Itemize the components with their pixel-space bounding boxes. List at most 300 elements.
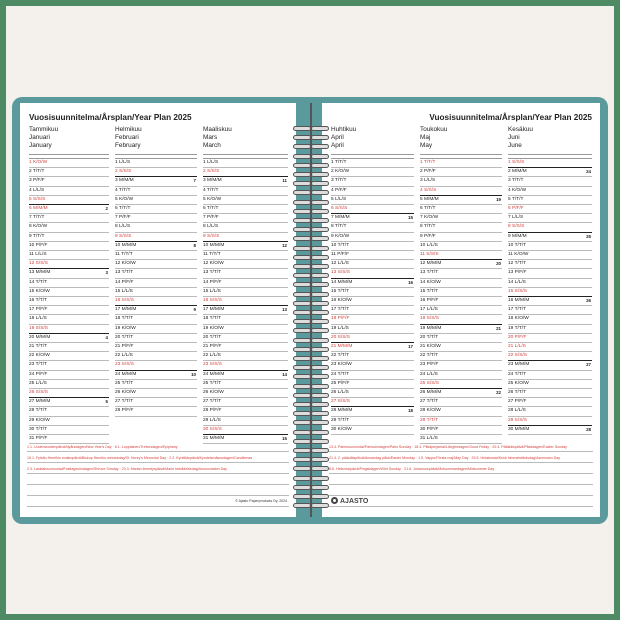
day-label: 14 L/L/S: [508, 279, 526, 285]
spiral-coil: [293, 384, 311, 389]
day-row: [331, 425, 414, 435]
day-label: 21 P/F/F: [203, 344, 222, 349]
day-label: 14 K/O/W: [420, 279, 441, 285]
week-number: 7: [193, 178, 196, 184]
month-header: [29, 126, 109, 150]
day-label: 5 S/S/S: [29, 196, 46, 202]
day-label: 7 M/M/M: [331, 215, 350, 221]
spiral-coil: [293, 439, 311, 444]
day-label: 17 M/M/M: [203, 307, 225, 313]
day-label: 2 K/O/W: [331, 169, 350, 175]
day-label: 9 M/M/M: [508, 233, 527, 239]
spiral-coil: [293, 264, 311, 269]
day-label: 16 T/T/T: [29, 298, 48, 303]
day-label: 12 L/L/S: [331, 261, 349, 267]
note-line: [27, 484, 289, 485]
spiral-coil: [311, 200, 329, 205]
month-header: [508, 126, 592, 150]
week-number: 15: [408, 215, 413, 221]
day-label: 28 P/F/F: [203, 408, 222, 414]
page-title-right: Vuosisuunnitelma/Årsplan/Year Plan 2025: [429, 113, 592, 122]
day-label: 26 K/O/W: [203, 390, 224, 395]
day-label: 16 S/S/S: [203, 298, 222, 303]
spiral-coil: [293, 319, 311, 324]
day-label: 22 L/L/S: [203, 353, 221, 359]
day-label: 15 L/L/S: [203, 288, 221, 294]
day-label: 18 S/S/S: [420, 316, 439, 322]
day-label: 4 T/T/T: [115, 187, 131, 193]
day-label: 30 T/T/T: [29, 426, 48, 432]
note-line: [27, 495, 289, 496]
day-label: 25 L/L/S: [29, 380, 47, 386]
month-name: April: [331, 142, 344, 149]
day-label: 16 S/S/S: [115, 298, 134, 303]
day-label: 12 M/M/M: [420, 261, 442, 267]
month-name: February: [115, 142, 141, 149]
month-name: Kesäkuu: [508, 126, 533, 133]
spiral-coil: [311, 347, 329, 352]
day-label: 9 T/T/T: [29, 233, 45, 239]
day-label: 18 P/F/F: [331, 316, 350, 322]
brand-logo: [331, 497, 368, 505]
holiday-note: 13.4. Palmusunnuntai/Palmsöndagen/Palm Sunday · 18.4. Pitkäperjantai/Långfredagen/Good Friday · 20.4. Pääsiäispäivä/Påskdagen/Easter Sunday: [329, 445, 567, 449]
day-label: 8 T/T/T: [420, 224, 436, 230]
spiral-coil: [293, 466, 311, 471]
day-label: 17 P/F/F: [29, 307, 48, 313]
spiral-coil: [311, 264, 329, 269]
day-label: 22 S/S/S: [508, 353, 527, 359]
week-number: 21: [496, 325, 501, 331]
day-label: 27 P/F/F: [508, 399, 527, 405]
week-number: 17: [408, 344, 413, 349]
spiral-coil: [293, 411, 311, 416]
day-label: 11 T/T/T: [115, 252, 133, 257]
spiral-coil: [311, 301, 329, 306]
spiral-coil: [311, 476, 329, 481]
day-label: 19 S/S/S: [29, 325, 48, 331]
day-label: 3 P/F/F: [29, 178, 45, 184]
day-label: 31 L/L/S: [420, 436, 438, 441]
day-label: 26 M/M/M: [420, 390, 442, 395]
day-label: 4 S/S/S: [420, 187, 437, 193]
spiral-coil: [311, 227, 329, 232]
day-label: 15 S/S/S: [508, 288, 527, 294]
week-number: 5: [105, 399, 108, 405]
spiral-coil: [293, 393, 311, 398]
spiral-coil: [293, 448, 311, 453]
day-label: 16 M/M/M: [508, 298, 530, 303]
week-number: 3: [105, 270, 108, 276]
day-label: 13 S/S/S: [331, 270, 350, 276]
spiral-coil: [311, 310, 329, 315]
day-label: 22 T/T/T: [420, 353, 439, 359]
holiday-note: 1.1. Uudenvuodenpäivä/Nyårsdagen/New Year's Day · 6.1. Loppiainen/Trettondagen/Epiphany: [27, 445, 178, 449]
day-label: 3 M/M/M: [115, 178, 134, 184]
spiral-coil: [293, 485, 311, 490]
day-label: 17 L/L/S: [420, 307, 438, 313]
day-label: 31 M/M/M: [203, 436, 225, 441]
day-label: 9 K/O/W: [331, 233, 350, 239]
spiral-coil: [311, 273, 329, 278]
day-label: 7 T/T/T: [29, 215, 45, 221]
month-name: January: [29, 142, 52, 149]
week-number: 28: [586, 426, 591, 432]
day-label: 22 T/T/T: [331, 353, 350, 359]
day-label: 1 S/S/S: [508, 160, 525, 165]
day-label: 20 M/M/M: [29, 334, 51, 340]
day-label: 5 K/O/W: [115, 196, 134, 202]
day-label: 21 L/L/S: [508, 344, 526, 349]
week-number: 24: [586, 169, 591, 175]
day-label: 13 T/T/T: [420, 270, 439, 276]
day-label: 23 T/T/T: [29, 362, 48, 368]
month-name: Februari: [115, 134, 139, 141]
holiday-note: 8.6. Helluntaipäivä/Pingstdagen/Whit Sunday · 21.6. Juhannuspäivä/Midsommardagen/Midsummer Day: [329, 467, 495, 471]
month-name: Tammikuu: [29, 126, 59, 133]
spiral-coil: [311, 466, 329, 471]
spiral-coil: [293, 227, 311, 232]
note-line: [27, 473, 289, 474]
day-label: 11 S/S/S: [420, 252, 439, 257]
day-label: 20 T/T/T: [115, 334, 134, 340]
spiral-coil: [293, 273, 311, 278]
note-line: [329, 484, 593, 485]
month-header: [203, 126, 288, 150]
spiral-coil: [311, 218, 329, 223]
day-label: 30 S/S/S: [203, 426, 222, 432]
note-line: [27, 506, 289, 507]
spiral-coil: [311, 292, 329, 297]
week-number: 20: [496, 261, 501, 267]
spiral-coil: [293, 218, 311, 223]
day-label: 6 T/T/T: [420, 206, 436, 211]
week-number: 10: [191, 371, 196, 377]
spiral-coil: [311, 319, 329, 324]
day-label: 27 T/T/T: [203, 399, 222, 405]
month-name: April: [331, 134, 344, 141]
day-label: 27 T/T/T: [420, 399, 439, 405]
day-label: 29 K/O/W: [29, 417, 50, 423]
spiral-coil: [311, 338, 329, 343]
spiral-coil: [311, 282, 329, 287]
day-label: 14 P/F/F: [203, 279, 222, 285]
day-label: 9 P/F/F: [420, 233, 436, 239]
day-label: 23 M/M/M: [508, 362, 530, 368]
day-label: 7 P/F/F: [203, 215, 219, 221]
day-label: 18 T/T/T: [203, 316, 222, 322]
day-label: 18 K/O/W: [508, 316, 529, 322]
page-title-left: Vuosisuunnitelma/Årsplan/Year Plan 2025: [29, 113, 192, 122]
spiral-coil: [311, 209, 329, 214]
spiral-coil: [293, 236, 311, 241]
note-line: [27, 451, 289, 452]
day-label: 20 P/F/F: [508, 334, 527, 340]
day-label: 2 T/T/T: [29, 169, 45, 175]
spiral-coil: [311, 439, 329, 444]
spiral-coil: [311, 154, 329, 159]
week-number: 25: [586, 233, 591, 239]
day-label: 9 S/S/S: [115, 233, 132, 239]
spiral-coil: [293, 430, 311, 435]
day-label: 17 T/T/T: [331, 307, 350, 313]
day-label: 26 K/O/W: [115, 390, 136, 395]
day-label: 14 M/M/M: [331, 279, 353, 285]
note-line: [329, 462, 593, 463]
holiday-note: 19.1. Fylsän Henrikin muistopäivä/Biskop Henriks minnesdag/St. Henry's Memorial Day · 2.2. Kynttilänpäivä/Kyndelsmässodagen/Candlemas: [27, 456, 253, 460]
day-label: 30 K/O/W: [331, 426, 352, 432]
spiral-coil: [293, 310, 311, 315]
day-label: 13 T/T/T: [203, 270, 222, 276]
day-label: 9 S/S/S: [203, 233, 220, 239]
day-label: 29 L/L/S: [203, 417, 221, 423]
spiral-coil: [293, 356, 311, 361]
day-label: 27 M/M/M: [29, 399, 51, 405]
week-number: 14: [282, 371, 287, 377]
spiral-coil: [293, 181, 311, 186]
day-label: 19 K/O/W: [203, 325, 224, 331]
spiral-coil: [293, 365, 311, 370]
day-label: 3 L/L/S: [420, 178, 436, 184]
spiral-coil: [311, 393, 329, 398]
spiral-coil: [311, 172, 329, 177]
day-label: 8 L/L/S: [203, 224, 219, 230]
month-name: June: [508, 142, 522, 149]
spiral-coil: [311, 135, 329, 140]
day-label: 21 T/T/T: [29, 344, 48, 349]
day-label: 23 S/S/S: [115, 362, 134, 368]
day-label: 13 T/T/T: [115, 270, 134, 276]
day-label: 19 L/L/S: [331, 325, 349, 331]
day-label: 11 K/O/W: [508, 252, 529, 257]
day-label: 10 M/M/M: [203, 242, 225, 248]
spiral-coil: [311, 126, 329, 131]
day-label: 12 S/S/S: [29, 261, 48, 267]
spiral-coil: [311, 163, 329, 168]
week-number: 11: [282, 178, 287, 184]
week-number: 22: [496, 390, 501, 395]
month-header: [115, 126, 197, 150]
day-label: 2 S/S/S: [115, 169, 132, 175]
day-label: 29 T/T/T: [331, 417, 350, 423]
day-label: 6 T/T/T: [115, 206, 131, 211]
day-label: 15 K/O/W: [29, 288, 50, 294]
day-label: 28 K/O/W: [420, 408, 441, 414]
month-name: Juni: [508, 134, 520, 141]
week-number: 12: [282, 242, 287, 248]
month-name: Mars: [203, 134, 218, 141]
day-label: 11 P/F/F: [331, 252, 350, 257]
day-label: 15 T/T/T: [420, 288, 439, 294]
week-number: 16: [408, 279, 413, 285]
spiral-coil: [311, 181, 329, 186]
day-label: 13 P/F/F: [508, 270, 527, 276]
week-number: 27: [586, 362, 591, 368]
day-label: 1 L/L/S: [115, 160, 131, 165]
day-label: 25 K/O/W: [508, 380, 529, 386]
spiral-coil: [311, 144, 329, 149]
note-line: [329, 451, 593, 452]
month-name: Januari: [29, 134, 50, 141]
note-line: [329, 506, 593, 507]
spiral-coil: [293, 494, 311, 499]
spiral-coil: [311, 246, 329, 251]
spiral-coil: [293, 154, 311, 159]
day-label: 7 P/F/F: [115, 215, 131, 221]
day-label: 21 K/O/W: [420, 344, 441, 349]
day-label: 2 M/M/M: [508, 169, 527, 175]
spiral-coil: [311, 420, 329, 425]
day-label: 20 T/T/T: [420, 334, 439, 340]
day-label: 3 T/T/T: [508, 178, 524, 184]
day-label: 5 M/M/M: [420, 196, 439, 202]
spiral-coil: [293, 172, 311, 177]
week-number: 26: [586, 298, 591, 303]
day-label: 28 T/T/T: [29, 408, 48, 414]
day-label: 26 S/S/S: [29, 390, 48, 395]
day-label: 25 T/T/T: [203, 380, 222, 386]
day-label: 21 P/F/F: [115, 344, 134, 349]
spiral-coil: [293, 246, 311, 251]
day-label: 24 M/M/M: [203, 371, 225, 377]
day-label: 29 S/S/S: [508, 417, 527, 423]
spiral-coil: [311, 485, 329, 490]
month-name: Toukokuu: [420, 126, 448, 133]
spiral-coil: [293, 209, 311, 214]
day-label: 18 L/L/S: [29, 316, 47, 322]
day-label: 31 P/F/F: [29, 436, 48, 441]
day-label: 8 K/O/W: [29, 224, 48, 230]
day-label: 11 L/L/S: [29, 252, 47, 257]
day-label: 19 T/T/T: [508, 325, 527, 331]
spiral-coil: [293, 200, 311, 205]
spiral-coil: [293, 347, 311, 352]
day-label: 30 P/F/F: [420, 426, 439, 432]
day-label: 25 S/S/S: [420, 380, 439, 386]
week-number: 9: [193, 307, 196, 313]
day-label: 24 T/T/T: [508, 371, 527, 377]
spiral-coil: [311, 255, 329, 260]
day-label: 6 T/T/T: [203, 206, 219, 211]
day-label: 1 L/L/S: [203, 160, 219, 165]
spiral-coil: [293, 144, 311, 149]
day-row: [115, 406, 197, 416]
spiral-coil: [293, 255, 311, 260]
day-label: 25 P/F/F: [331, 380, 350, 386]
spiral-coil: [311, 365, 329, 370]
spiral-coil: [293, 301, 311, 306]
day-label: 24 L/L/S: [420, 371, 438, 377]
spiral-coil: [293, 457, 311, 462]
day-label: 27 S/S/S: [331, 399, 350, 405]
day-label: 4 P/F/F: [331, 187, 347, 193]
spiral-coil: [293, 420, 311, 425]
day-label: 4 L/L/S: [29, 187, 45, 193]
day-label: 24 T/T/T: [331, 371, 350, 377]
right-page: [322, 103, 600, 517]
day-label: 10 L/L/S: [420, 242, 438, 248]
day-label: 10 T/T/T: [508, 242, 527, 248]
day-label: 19 M/M/M: [420, 325, 442, 331]
spiral-coil: [293, 292, 311, 297]
week-number: 4: [105, 334, 108, 340]
copyright-note: © Ajasto Paperproducts Oy, 2024: [235, 499, 287, 503]
day-label: 1 T/T/T: [331, 160, 347, 165]
day-label: 1 K/O/W: [29, 160, 48, 165]
spiral-coil: [293, 163, 311, 168]
week-number: 19: [496, 196, 501, 202]
day-label: 25 T/T/T: [115, 380, 134, 386]
day-label: 7 L/L/S: [508, 215, 524, 221]
day-label: 4 T/T/T: [203, 187, 219, 193]
day-label: 3 T/T/T: [331, 178, 347, 184]
note-line: [27, 462, 289, 463]
day-label: 8 S/S/S: [508, 224, 525, 230]
day-label: 23 K/O/W: [331, 362, 352, 368]
day-label: 5 T/T/T: [508, 196, 524, 202]
day-label: 5 K/O/W: [203, 196, 222, 202]
spiral-coil: [311, 448, 329, 453]
brand-name: AJASTO: [340, 498, 369, 505]
day-label: 20 S/S/S: [331, 334, 350, 340]
day-label: 7 K/O/W: [420, 215, 439, 221]
day-label: 1 T/T/T: [420, 160, 436, 165]
day-label: 11 T/T/T: [203, 252, 221, 257]
day-label: 8 L/L/S: [115, 224, 131, 230]
day-label: 14 T/T/T: [29, 279, 48, 285]
month-name: May: [420, 142, 433, 149]
day-label: 18 T/T/T: [115, 316, 134, 322]
day-label: 10 M/M/M: [115, 242, 137, 248]
spiral-coil: [311, 236, 329, 241]
spiral-coil: [311, 190, 329, 195]
spiral-coil: [311, 503, 329, 508]
month-header: [420, 126, 502, 150]
day-label: 6 S/S/S: [331, 206, 348, 211]
spiral-coil: [311, 356, 329, 361]
day-label: 2 P/F/F: [420, 169, 436, 175]
month-name: Helmikuu: [115, 126, 142, 133]
day-label: 3 M/M/M: [203, 178, 222, 184]
day-label: 2 S/S/S: [203, 169, 220, 175]
day-label: 23 S/S/S: [203, 362, 222, 368]
day-label: 10 P/F/F: [29, 242, 48, 248]
day-label: 10 T/T/T: [331, 242, 350, 248]
day-label: 26 T/T/T: [508, 390, 527, 395]
spiral-coil: [293, 328, 311, 333]
spiral-coil: [311, 457, 329, 462]
day-label: 29 T/T/T: [420, 417, 439, 423]
week-number: 18: [408, 408, 413, 414]
month-name: Maj: [420, 134, 431, 141]
spiral-coil: [293, 374, 311, 379]
month-header: [331, 126, 414, 150]
spiral-coil: [311, 374, 329, 379]
day-label: 28 M/M/M: [331, 408, 353, 414]
left-page: [20, 103, 296, 517]
holiday-note: 2.3. Laskiaissunnuntai/Fastlagssöndagen/Shrove Sunday · 23.3. Marian ilmestyspäivä/Marie bebådelsedag/Annunciation Day: [27, 467, 227, 471]
day-label: 15 L/L/S: [115, 288, 133, 294]
note-line: [329, 495, 593, 496]
day-label: 28 L/L/S: [508, 408, 526, 414]
day-label: 6 P/F/F: [508, 206, 524, 211]
day-label: 14 P/F/F: [115, 279, 134, 285]
spiral-coil: [293, 402, 311, 407]
spiral-coil: [311, 328, 329, 333]
spiral-coil: [293, 476, 311, 481]
spiral-coil: [293, 503, 311, 508]
day-row: [508, 425, 592, 435]
note-line: [329, 473, 593, 474]
